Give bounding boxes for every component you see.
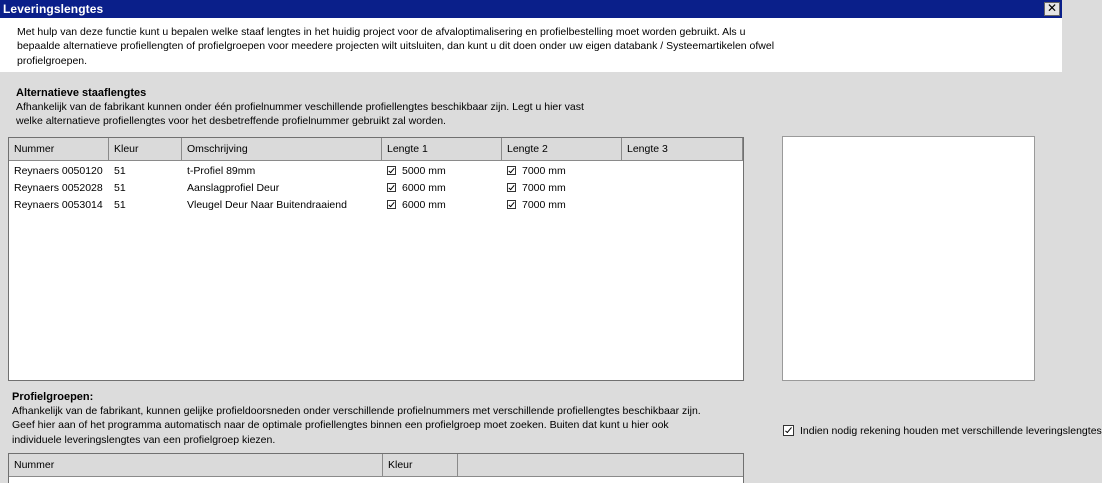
alternatives-title: Alternatieve staaflengtes [16,87,147,99]
alternatives-description: Afhankelijk van de fabrikant kunnen onder één profielnummer veschillende profiellengtes beschikbaar zijn. Legt u hier vast welke alternatieve profiellengtes voor het desbetreffende profielnummer gebruikt zal worden. [16,101,584,128]
table-row[interactable] [9,163,743,180]
cell-nummer: Reynaers 0050120 [14,165,103,177]
cell-kleur: 51 [114,199,126,211]
cell-kleur: 51 [114,182,126,194]
cell-lengte1 [382,163,502,180]
cell-lengte1 [382,197,502,214]
table-row[interactable] [9,180,743,197]
cell-lengte3[interactable] [622,163,743,180]
column-header-nummer[interactable]: Nummer [9,138,109,160]
column-header-lengte2[interactable]: Lengte 2 [502,138,622,160]
cell-nummer: Reynaers 0053014 [14,199,103,211]
cell-lengte3[interactable] [622,197,743,214]
groups-column-header-extra[interactable] [458,454,743,476]
groups-table [8,453,744,483]
column-header-omschrijving[interactable]: Omschrijving [182,138,382,160]
intro-panel [0,18,1062,72]
cell-lengte2 [502,180,622,197]
lengte2-checkbox[interactable] [507,183,516,192]
consider-lengths-checkbox[interactable] [783,425,794,436]
column-header-kleur[interactable]: Kleur [109,138,182,160]
column-header-lengte3[interactable]: Lengte 3 [622,138,743,160]
lengte1-checkbox[interactable] [387,166,396,175]
consider-lengths-option[interactable] [783,425,1102,437]
title-bar [0,0,1062,18]
cell-omschrijving: Vleugel Deur Naar Buitendraaiend [187,199,347,211]
lengte2-value: 7000 mm [522,165,566,177]
cell-lengte3[interactable] [622,180,743,197]
lengte2-value: 7000 mm [522,199,566,211]
lengte2-value: 7000 mm [522,182,566,194]
lengte2-checkbox[interactable] [507,166,516,175]
cell-omschrijving: Aanslagprofiel Deur [187,182,280,194]
groups-title: Profielgroepen: [12,391,94,403]
groups-table-header [9,454,743,477]
close-button[interactable] [1044,2,1060,16]
groups-column-header-kleur[interactable]: Kleur [383,454,458,476]
lengte2-checkbox[interactable] [507,200,516,209]
lengte1-value: 6000 mm [402,199,446,211]
cell-omschrijving: t-Profiel 89mm [187,165,256,177]
cell-lengte2 [502,197,622,214]
preview-panel [782,136,1035,381]
lengte1-checkbox[interactable] [387,183,396,192]
intro-text: Met hulp van deze functie kunt u bepalen welke staaf lengtes in het huidig project voor de afvaloptimalisering en profielbestelling moet worden gebruikt. Als u bepaalde alternatieve profiellengten of profielgroepen voor meedere projecten wilt uitsluiten, dan kunt u dit doen onder uw eigen databank / Systeemartikelen ofwel profielgroepen. [17,26,775,67]
window-title: Leveringslengtes [3,2,104,16]
alternatives-table-header [9,138,743,161]
column-header-lengte1[interactable]: Lengte 1 [382,138,502,160]
groups-column-header-nummer[interactable]: Nummer [9,454,383,476]
alternatives-table [8,137,744,381]
consider-lengths-label: Indien nodig rekening houden met verschillende leveringslengtes [800,425,1102,437]
close-icon: ✕ [1046,1,1058,15]
cell-lengte2 [502,163,622,180]
cell-kleur: 51 [114,165,126,177]
lengte1-value: 5000 mm [402,165,446,177]
cell-lengte1 [382,180,502,197]
lengte1-value: 6000 mm [402,182,446,194]
table-row[interactable] [9,197,743,214]
lengte1-checkbox[interactable] [387,200,396,209]
groups-description: Afhankelijk van de fabrikant, kunnen gelijke profieldoorsneden onder verschillende profielnummers met verschillende profiellengtes beschikbaar zijn. Geef hier aan of het programma automatisch naar de optimale profiellengtes binnen een profielgroep moet zoeken. Buiten dat kunt u hier ook individuele leveringslengtes van een profielgroep kiezen. [12,405,701,446]
cell-nummer: Reynaers 0052028 [14,182,103,194]
